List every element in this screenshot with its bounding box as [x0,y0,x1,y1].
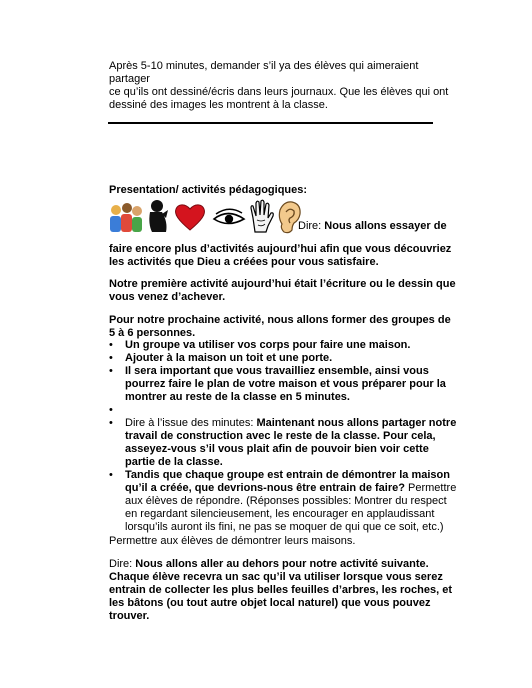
children-group-icon [110,203,142,232]
bullet-marker: • [109,339,113,351]
senses-icons-svg [108,198,304,234]
dire-1-first-line [298,220,468,233]
bullet-marker: • [109,404,113,416]
eye-icon [214,209,244,223]
list-item: • Tandis que chaque groupe est entrain de démontrer la maison qu’il a créée, que devrions-nous être entrain de faire? Permettre aux élèves de répondre. (Réponses possibles: Montrer du respect en regardant silencieusement, les encourager en applaudissant lorsqu’ils auront ils fini, ne pas se moquer de qui que ce soit, etc.) [109,469,457,533]
list-item: • Il sera important que vous travailliez ensemble, ainsi vous pourrez faire le plan de votre maison et vous préparer pour la montrer au reste de la classe en 5 minutes. [109,365,446,403]
ear-icon [279,202,300,233]
permit-paragraph: Permettre aux élèves de démontrer leurs maisons. [109,535,356,547]
hand-icon [251,200,273,232]
bullet-marker: • [109,417,113,429]
activity-bullet-list [109,339,459,534]
senses-icons-row [108,198,304,234]
next-activity-paragraph: Pour notre prochaine activité, nous allons former des groupes de 5 à 6 personnes. [109,314,451,339]
intro-paragraph [109,60,459,112]
intro-line-3: dessiné des images les montrent à la classe. [109,99,328,111]
list-item: • Un groupe va utiliser vos corps pour faire une maison. [109,339,411,351]
dire-1-label: Dire: [298,220,325,232]
bullet-marker: • [109,352,113,364]
dire-1-rest: faire encore plus d’activités aujourd’hui afin que vous découvriez les activités que Dieu a créées pour vous satisfaire. [109,243,452,268]
list-item: • Dire à l’issue des minutes: Maintenant nous allons partager notre travail de construction avec le reste de la classe. Pour cela, asseyez-vous s’il vous plait afin de pouvoir bien voir cette partie de la classe. [109,417,457,468]
list-item-empty [109,404,459,417]
dire-2-paragraph [109,558,461,623]
list-item: • Ajouter à la maison un toit et une porte. [109,352,333,364]
intro-line-1: Après 5-10 minutes, demander s’il ya des élèves qui aimeraient partager [109,60,419,85]
section-title: Presentation/ activités pédagogiques: [109,184,308,196]
dire-1-text-part1: Nous allons essayer de [324,220,447,232]
bullet-marker: • [109,365,113,377]
first-activity-paragraph: Notre première activité aujourd’hui était l’écriture ou le dessin que vous venez d’achever. [109,278,456,303]
praying-child-icon [149,200,168,232]
dire-2-text: Nous allons aller au dehors pour notre activité suivante. Chaque élève recevra un sac qu’il va utiliser lorsque vous serez entrain de collecter les plus belles feuilles d’arbres, les roches, et les bâtons (ou tout autre objet local naturel) que vous pouvez trouver. [109,558,452,622]
dire-2-label: Dire: [109,558,136,570]
horizontal-rule [108,122,433,124]
intro-line-2: ce qu’ils ont dessiné/écris dans leurs journaux. Que les élèves qui ont [109,86,449,98]
heart-icon [176,205,205,230]
bullet-marker: • [109,469,113,481]
